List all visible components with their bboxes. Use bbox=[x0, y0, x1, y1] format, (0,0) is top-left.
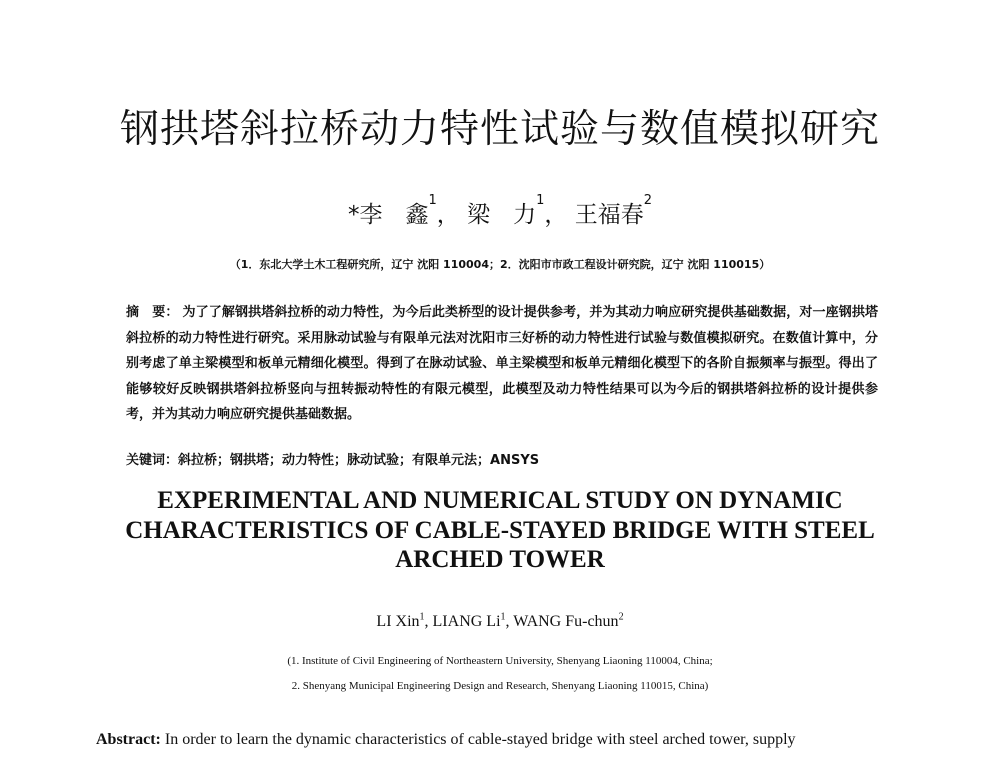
author-en: WANG Fu-chun$^2$ bbox=[513, 612, 624, 631]
chinese-abstract-label: 摘 要： bbox=[126, 305, 179, 320]
chinese-title: 钢拱塔斜拉桥动力特性试验与数值模拟研究 bbox=[119, 107, 880, 152]
chinese-authors bbox=[0, 193, 1000, 229]
english-title bbox=[100, 486, 900, 575]
english-affiliation-line: (1. Institute of Civil Engineering of Northeastern University, Shenyang Liaoning 110004, China; bbox=[287, 655, 713, 667]
chinese-abstract-text: 为了了解钢拱塔斜拉桥的动力特性，为今后此类桥型的设计提供参考，并为其动力响应研究提供基础数据，对一座钢拱塔斜拉桥的动力特性进行研究。采用脉动试验与有限单元法对沈阳市三好桥的动力特性进行试验与数值模拟研究。在数值计算中，分别考虑了单主梁模型和板单元精细化模型。得到了在脉动试验、单主梁模型和板单元精细化模型下的各阶自振频率与振型。得出了能够较好反映钢拱塔斜拉桥竖向与扭转振动特性的有限元模型，此模型及动力特性结果可以为今后的钢拱塔斜拉桥的设计提供参考，并为其动力响应研究提供基础数据。 bbox=[126, 305, 878, 422]
english-affiliation-line: 2. Shenyang Municipal Engineering Design and Research, Shenyang Liaoning 110015, China) bbox=[291, 680, 709, 692]
english-title-line: CHARACTERISTICS OF CABLE-STAYED BRIDGE WITH STEEL bbox=[125, 516, 875, 544]
chinese-keywords-text: 斜拉桥；钢拱塔；动力特性；脉动试验；有限单元法；ANSYS bbox=[178, 453, 540, 468]
english-abstract-text: In order to learn the dynamic characteristics of cable-stayed bridge with steel arched tower, supply bbox=[164, 731, 796, 748]
chinese-affiliation: （1．东北大学土木工程研究所，辽宁 沈阳 110004；2．沈阳市市政工程设计研究院，辽宁 沈阳 110015） bbox=[229, 258, 771, 271]
author-cn: *李 鑫$^1$， bbox=[348, 193, 460, 228]
chinese-keywords-label: 关键词： bbox=[126, 453, 179, 468]
author-cn: 王福春$^2$ bbox=[574, 193, 652, 228]
english-authors bbox=[0, 612, 1000, 631]
chinese-keywords bbox=[126, 449, 878, 468]
english-affiliation bbox=[0, 649, 1000, 699]
english-abstract-label: Abstract: bbox=[96, 731, 161, 748]
english-title-line: EXPERIMENTAL AND NUMERICAL STUDY ON DYNAMIC bbox=[157, 487, 843, 514]
english-title-line: ARCHED TOWER bbox=[395, 546, 605, 573]
author-en: LIANG Li$^1$, bbox=[432, 612, 514, 631]
chinese-abstract bbox=[126, 300, 878, 428]
author-cn: 梁 力$^1$， bbox=[467, 193, 568, 228]
author-en: LI Xin$^1$, bbox=[376, 612, 433, 631]
english-abstract bbox=[96, 728, 926, 752]
